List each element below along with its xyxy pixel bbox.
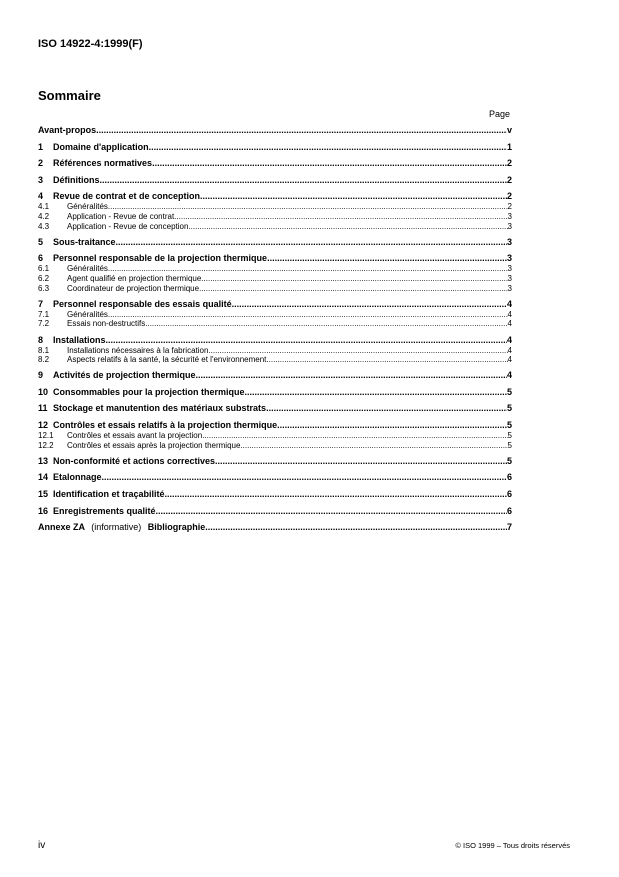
toc-entry[interactable] [38, 284, 512, 294]
toc-entry[interactable] [38, 299, 512, 310]
toc-entry-text: Contrôles et essais relatifs à la projection thermique [53, 420, 278, 431]
toc-entry-number: 4 [38, 191, 44, 202]
toc-entry[interactable] [38, 222, 512, 232]
toc-entry-text: Consommables pour la projection thermique [53, 386, 245, 397]
toc-entry[interactable] [38, 212, 512, 222]
toc-entry[interactable] [38, 125, 512, 136]
toc-entry-text: Contrôles et essais avant la projection [67, 431, 203, 441]
toc-entry-text: Non-conformité et actions correctives [53, 455, 216, 466]
toc-entry-page: 2 [506, 191, 512, 202]
toc-entry[interactable] [38, 431, 512, 441]
toc-entry-number: 13 [38, 455, 49, 466]
toc-entry-text: Généralités [67, 264, 108, 274]
toc-entry[interactable] [38, 346, 512, 356]
toc-entry-text: Enregistrements qualité [53, 505, 156, 516]
toc-entry-number: 6.1 [38, 264, 50, 274]
toc-entry-text: Application - Revue de contrat [67, 211, 175, 221]
toc-entry-page: 3 [506, 236, 512, 247]
toc-entry-number: 4.3 [38, 221, 50, 231]
toc-entry-number: 6.3 [38, 283, 50, 293]
dot-leader [145, 319, 507, 329]
toc-entry-text: Agent qualifié en projection thermique [67, 273, 202, 283]
toc-entry-page: 3 [507, 211, 512, 221]
toc-entry-text: Généralités [67, 202, 108, 212]
toc-entry[interactable] [38, 489, 512, 500]
toc-entry-page: 1 [506, 141, 512, 152]
dot-leader [215, 456, 507, 467]
toc-entry-text: Essais non-destructifs [67, 319, 146, 329]
toc-entry-text: Sous-traitance [53, 236, 116, 247]
footer-page-number: iv [38, 840, 46, 851]
toc-entry-text: Revue de contrat et de conception [53, 191, 201, 202]
toc-entry-number: 9 [38, 370, 44, 381]
toc-entry-text: Installations [53, 334, 106, 345]
toc-entry-page: 2 [506, 174, 512, 185]
dot-leader [277, 420, 507, 431]
toc-entry-number: 8.1 [38, 345, 50, 355]
toc-entry-page: 3 [507, 283, 512, 293]
toc-entry-page: 7 [506, 522, 512, 533]
toc-entry[interactable] [38, 355, 512, 365]
dot-leader [200, 191, 507, 202]
toc-entry-page: 5 [506, 386, 512, 397]
toc-entry[interactable] [38, 253, 512, 264]
toc-entry-page: 2 [506, 158, 512, 169]
toc-entry-page: 6 [506, 489, 512, 500]
toc-entry[interactable] [38, 142, 512, 153]
toc-entry-number: 11 [38, 403, 48, 414]
dot-leader [108, 310, 508, 320]
dot-leader [202, 431, 507, 441]
toc-entry-number: 8 [38, 334, 44, 345]
toc-entry-number: 3 [38, 174, 44, 185]
toc-entry-text: Stockage et manutention des matériaux substrats [53, 403, 267, 414]
toc-entry[interactable] [38, 441, 512, 451]
dot-leader [266, 403, 507, 414]
toc-entry-number: 10 [38, 386, 49, 397]
dot-leader [188, 222, 507, 232]
toc-entry-text: Généralités [67, 309, 108, 319]
toc-entry-text: Personnel responsable de la projection thermique [53, 253, 268, 264]
dot-leader [108, 264, 508, 274]
dot-leader [208, 346, 507, 356]
toc-entry-page: 2 [507, 202, 512, 212]
dot-leader [102, 472, 507, 483]
dot-leader [152, 158, 507, 169]
toc-entry-text: Etalonnage [53, 472, 102, 483]
toc-entry-page: 4 [506, 334, 512, 345]
toc-entry-number: 6.2 [38, 273, 50, 283]
dot-leader [199, 284, 507, 294]
document-header: ISO 14922-4:1999(F) [38, 38, 143, 50]
toc-entry-text: Aspects relatifs à la santé, la sécurité et l'environnement [67, 355, 267, 365]
toc-entry-text: Activités de projection thermique [53, 370, 196, 381]
toc-entry-page: 3 [507, 273, 512, 283]
toc-entry-number: 7 [38, 298, 44, 309]
annex-qualifier: (informative) [91, 522, 142, 533]
toc-entry-number: 7.1 [38, 309, 50, 319]
toc-entry[interactable] [38, 264, 512, 274]
dot-leader [116, 237, 507, 248]
dot-leader [201, 274, 507, 284]
dot-leader [205, 522, 507, 533]
dot-leader [108, 202, 508, 212]
toc-entry[interactable] [38, 175, 512, 186]
dot-leader [106, 335, 507, 346]
toc-entry-number: 14 [38, 472, 49, 483]
toc-entry[interactable] [38, 335, 512, 346]
toc-entry-text: Identification et traçabilité [53, 489, 165, 500]
dot-leader [149, 142, 507, 153]
dot-leader [165, 489, 507, 500]
toc-entry-number: 12 [38, 420, 49, 431]
dot-leader [156, 506, 507, 517]
toc-entry-number: 12.2 [38, 440, 54, 450]
toc-entry-page: 4 [506, 298, 512, 309]
footer-copyright: © ISO 1999 – Tous droits réservés [455, 841, 570, 850]
toc-entry-page: 4 [507, 309, 512, 319]
toc-entry[interactable] [38, 387, 512, 398]
toc-entry[interactable] [38, 370, 512, 381]
toc-entry-text: Coordinateur de projection thermique [67, 283, 200, 293]
toc-entry-text [38, 522, 205, 533]
toc-entry[interactable] [38, 158, 512, 169]
toc-entry-page: 5 [507, 440, 512, 450]
toc-entry[interactable] [38, 310, 512, 320]
toc-entry[interactable] [38, 319, 512, 329]
toc-entry-number: 1 [38, 141, 44, 152]
toc-entry[interactable] [38, 472, 512, 483]
toc-entry-text: Définitions [53, 174, 100, 185]
annex-title: Bibliographie [147, 522, 206, 533]
toc-entry-page: 5 [506, 420, 512, 431]
toc-entry[interactable] [38, 274, 512, 284]
dot-leader [240, 441, 507, 451]
toc-entry-page: 4 [507, 319, 512, 329]
toc-entry[interactable] [38, 237, 512, 248]
dot-leader [196, 370, 507, 381]
toc-entry-number: 6 [38, 253, 44, 264]
dot-leader [100, 175, 507, 186]
toc-entry-text: Références normatives [53, 158, 153, 169]
toc-entry-number: 4.2 [38, 211, 50, 221]
toc-entry-number: 4.1 [38, 202, 50, 212]
annex-prefix: Annexe ZA [38, 522, 85, 533]
toc-entry-number: 12.1 [38, 431, 54, 441]
dot-leader [267, 253, 507, 264]
toc-entry-number: 7.2 [38, 319, 50, 329]
toc-entry[interactable] [38, 456, 512, 467]
toc-entry-page: 4 [507, 345, 512, 355]
dot-leader [174, 212, 507, 222]
toc-entry-number: 8.2 [38, 355, 50, 365]
toc-entry-text: Contrôles et essais après la projection thermique [67, 440, 241, 450]
toc-entry-page: v [506, 125, 512, 135]
toc-entry[interactable] [38, 420, 512, 431]
toc-entry-page: 6 [506, 472, 512, 483]
toc-entry-page: 3 [507, 221, 512, 231]
toc-entry-number: 2 [38, 158, 44, 169]
toc-entry-text: Personnel responsable des essais qualité [53, 298, 232, 309]
table-of-contents [38, 125, 512, 533]
toc-entry-text: Avant-propos [38, 125, 97, 135]
toc-entry[interactable] [38, 191, 512, 202]
toc-entry-page: 5 [507, 431, 512, 441]
dot-leader [96, 125, 507, 136]
toc-entry-page: 4 [506, 370, 512, 381]
toc-entry-page: 6 [506, 505, 512, 516]
toc-entry-text: Installations nécessaires à la fabrication [67, 345, 209, 355]
toc-entry-number: 15 [38, 489, 49, 500]
page-column-label: Page [488, 109, 510, 119]
toc-entry-page: 5 [506, 455, 512, 466]
toc-entry-number: 5 [38, 236, 44, 247]
toc-entry[interactable] [38, 403, 512, 414]
toc-entry[interactable] [38, 202, 512, 212]
toc-entry-page: 3 [506, 253, 512, 264]
dot-leader [245, 387, 507, 398]
dot-leader [266, 355, 507, 365]
toc-title: Sommaire [38, 88, 101, 103]
toc-entry-text: Domaine d'application [53, 141, 149, 152]
toc-entry-annex[interactable] [38, 522, 512, 533]
toc-entry-text: Application - Revue de conception [67, 221, 189, 231]
toc-entry-page: 4 [507, 355, 512, 365]
dot-leader [232, 299, 507, 310]
toc-entry-page: 5 [506, 403, 512, 414]
toc-entry[interactable] [38, 506, 512, 517]
toc-entry-number: 16 [38, 505, 49, 516]
toc-entry-page: 3 [507, 264, 512, 274]
